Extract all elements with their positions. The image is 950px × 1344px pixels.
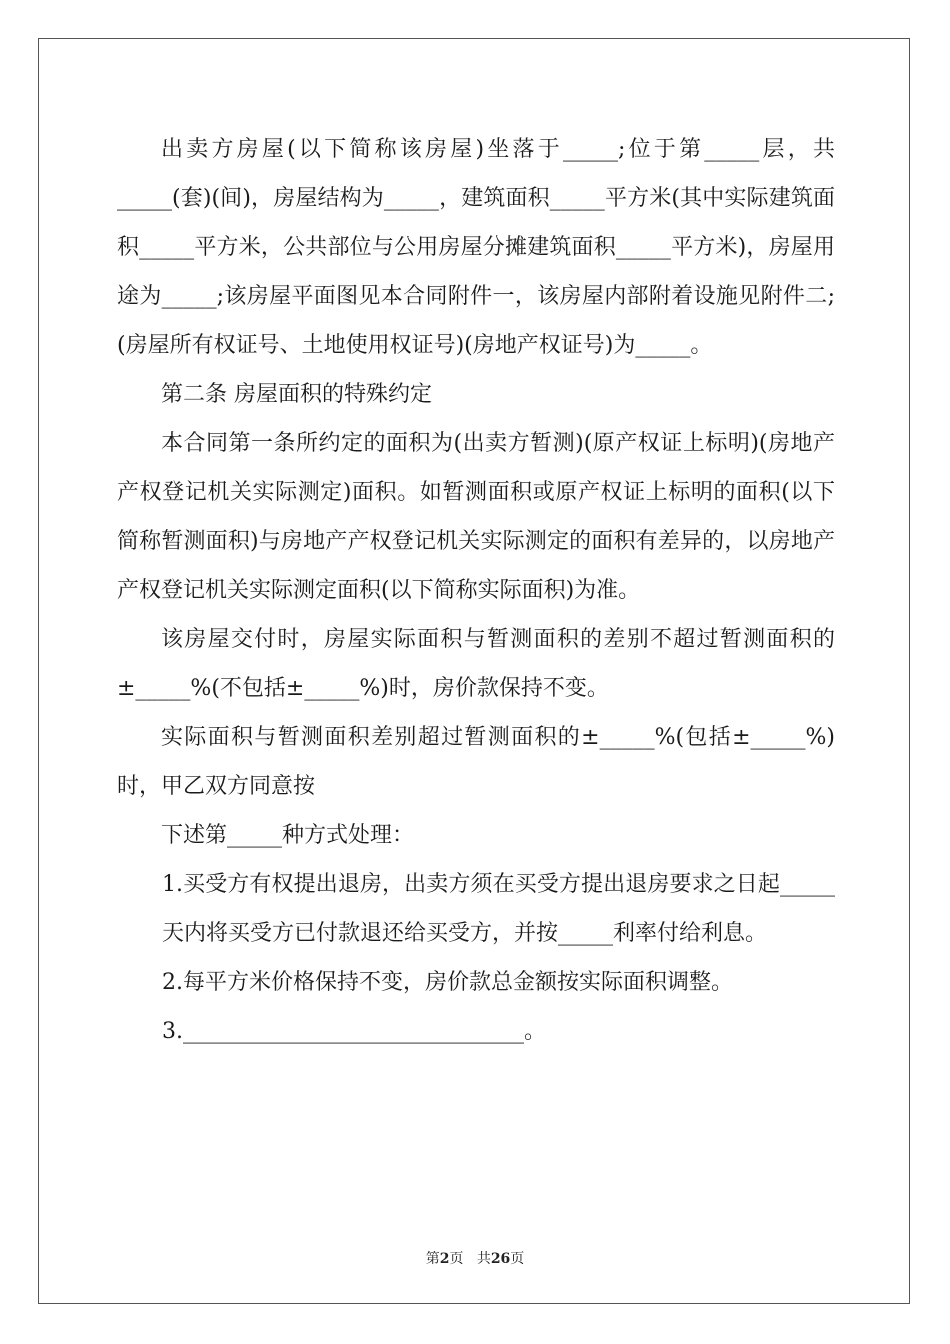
paragraph-property-location: 出卖方房屋(以下简称该房屋)坐落于_____;位于第_____层，共_____(套)(间)，房屋结构为_____，建筑面积_____平方米(其中实际建筑面积_____平方米，公共部位与公用房屋分摊建筑面积_____平方米)，房屋用途为_____;该房屋平面图见本合同附件一，该房屋内部附着设施见附件二;(房屋所有权证号、土地使用权证号)(房地产权证号)为_____。 <box>117 137 835 358</box>
paragraph-area-tolerance: 该房屋交付时，房屋实际面积与暂测面积的差别不超过暂测面积的±_____%(不包括±_____%)时，房价款保持不变。 <box>117 627 835 701</box>
list-item-2: 2.每平方米价格保持不变，房价款总金额按实际面积调整。 <box>162 970 733 995</box>
list-item-3: 3._______________________________。 <box>162 1019 546 1044</box>
paragraph-area-exceed: 实际面积与暂测面积差别超过暂测面积的±_____%(包括±_____%)时，甲乙双方同意按 <box>117 725 835 799</box>
page-number: 2 <box>439 1251 450 1267</box>
page-label-prefix: 第 <box>425 1251 440 1267</box>
total-suffix: 页 <box>510 1251 525 1267</box>
total-prefix: 共 <box>476 1251 491 1267</box>
total-pages: 26 <box>490 1251 511 1267</box>
document-body <box>117 125 835 1056</box>
page-footer <box>0 1248 950 1268</box>
paragraph-handling-method: 下述第_____种方式处理： <box>161 823 415 848</box>
page-label-suffix: 页 <box>449 1251 464 1267</box>
article-heading: 第二条 房屋面积的特殊约定 <box>161 382 432 407</box>
list-item-1: 1.买受方有权提出退房，出卖方须在买受方提出退房要求之日起_____天内将买受方已付款退还给买受方，并按_____利率付给利息。 <box>162 872 835 946</box>
paragraph-area-definition: 本合同第一条所约定的面积为(出卖方暂测)(原产权证上标明)(房地产产权登记机关实际测定)面积。如暂测面积或原产权证上标明的面积(以下简称暂测面积)与房地产产权登记机关实际测定的面积有差异的，以房地产产权登记机关实际测定面积(以下简称实际面积)为准。 <box>117 431 835 603</box>
